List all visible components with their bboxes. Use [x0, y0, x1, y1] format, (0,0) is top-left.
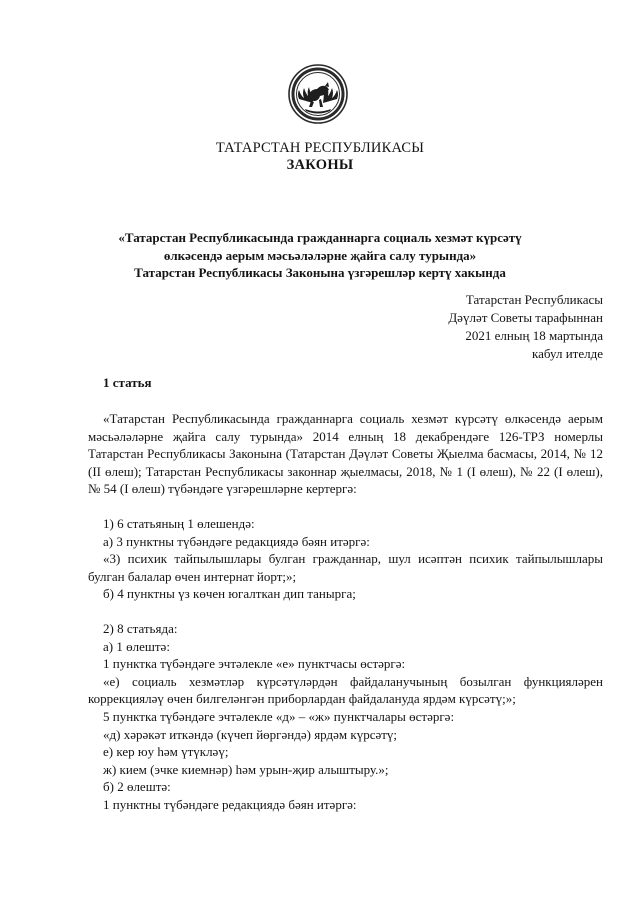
paragraph: 5 пунктка түбәндәге эчтәлекле «д» – «ж» пунктчалары өстәргә:	[103, 708, 455, 724]
issuer-heading: ТАТАРСТАН РЕСПУБЛИКАСЫ	[215, 140, 425, 156]
paragraph: ж) кием (эчке киемнәр) һәм урын-җир алыштыру.»;	[103, 761, 389, 777]
paragraph: «е) социаль хезмәтләр күрсәтүләрдән файдаланучының бозылган функцияләрен коррекцияләү өчен билгеләнгән приборлардан файдалануда ярдәм күрсәтү;»;	[88, 673, 603, 707]
paragraph: «3) психик тайпылышлары булган гражданнар, шул исәптән психик тайпылышлары булган балалар өчен интернат йорт;»;	[88, 551, 603, 584]
paragraph: а) 1 өлештә:	[103, 638, 170, 654]
law-title-line: Татарстан Республикасы Законына үзгәрешләр кертү хакында	[134, 265, 506, 280]
paragraph: а) 3 пунктны түбәндәге редакциядә бәян итәргә:	[103, 533, 370, 549]
law-body	[88, 410, 603, 813]
adoption-line: 2021 елның 18 мартында	[465, 328, 603, 343]
paragraph: б) 2 өлештә:	[103, 779, 171, 795]
law-heading: ЗАКОНЫ	[286, 157, 354, 173]
paragraph: 1 пунктка түбәндәге эчтәлекле «е» пунктчасы өстәргә:	[103, 656, 406, 672]
paragraph: б) 4 пунктны үз көчен югалткан дип танырга;	[103, 586, 356, 602]
adoption-line: кабул ителде	[532, 346, 603, 361]
adoption-line: Дәүләт Советы тарафыннан	[448, 310, 603, 325]
adoption-note	[448, 291, 603, 363]
paragraph: 1) 6 статьяның 1 өлешендә:	[103, 515, 255, 531]
paragraph: е) кер юу һәм үтүкләү;	[103, 744, 229, 760]
coat-of-arms-emblem	[287, 63, 349, 125]
paragraph: «Татарстан Республикасында гражданнарга социаль хезмәт күрсәтү өлкәсендә аерым мәсьәләләрне җайга салу турында» 2014 елның 18 декабрендәге 126-ТРЗ номерлы Татарстан Республикасы Законына (Татарстан Дәүләт Советы Җыелма басмасы, 2014, № 12 (II өлеш); Татарстан Республикасы законнар җыелмасы, 2018, № 1 (I өлеш), № 22 (I өлеш), № 54 (I өлеш) түбәндәге үзгәрешләрне кертергә:	[88, 411, 603, 497]
paragraph: 2) 8 статьяда:	[103, 620, 178, 636]
adoption-line: Татарстан Республикасы	[465, 292, 603, 307]
law-title	[80, 229, 560, 282]
law-title-line: «Татарстан Республикасында гражданнарга социаль хезмәт күрсәтү	[118, 230, 522, 245]
law-title-line: өлкәсендә аерым мәсьәләләрне җайга салу турында»	[163, 247, 477, 263]
paragraph: «д) хәрәкәт иткәндә (күчеп йөргәндә) ярдәм күрсәтү;	[103, 726, 398, 742]
paragraph: 1 пунктны түбәндәге редакциядә бәян итәргә:	[103, 796, 357, 812]
article-heading: 1 статья	[103, 375, 152, 390]
